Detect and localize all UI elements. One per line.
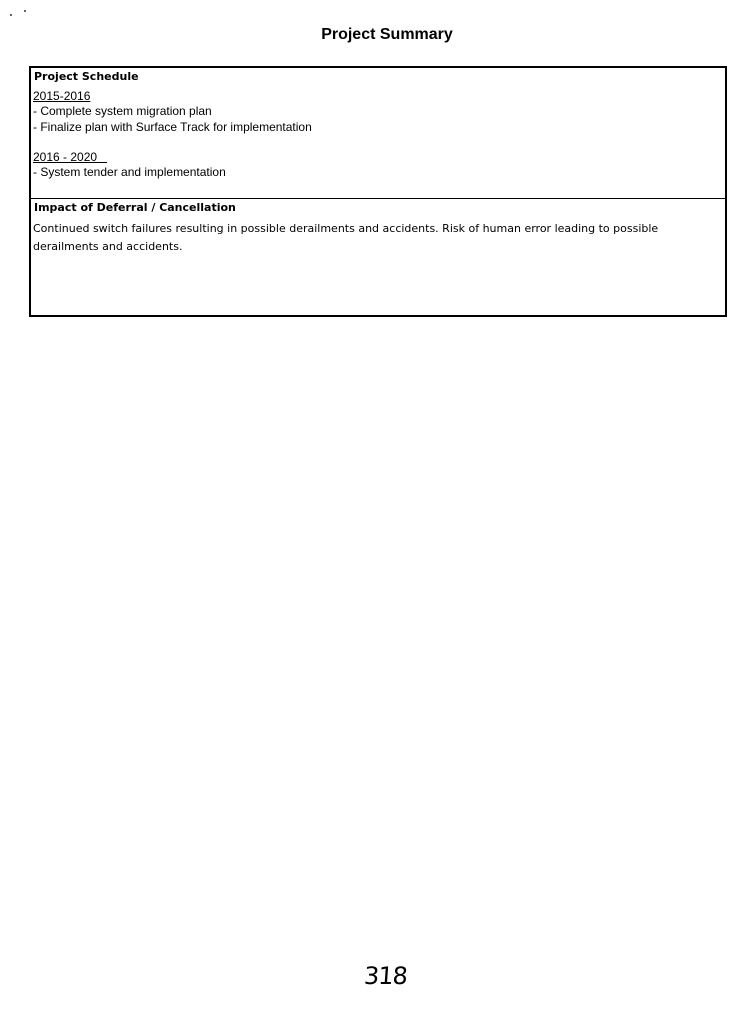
schedule-item: - Complete system migration plan	[33, 104, 212, 118]
schedule-period-1: 2015-2016	[33, 89, 91, 103]
schedule-item: - Finalize plan with Surface Track for implementation	[33, 120, 312, 134]
handwritten-page-number: 318	[363, 962, 408, 990]
schedule-period-2-text: 2016 - 2020	[33, 150, 98, 164]
schedule-item: - System tender and implementation	[33, 165, 226, 179]
page-title: Project Summary	[321, 26, 453, 43]
schedule-heading: Project Schedule	[34, 70, 139, 83]
impact-heading: Impact of Deferral / Cancellation	[34, 201, 236, 214]
impact-text: Continued switch failures resulting in possible derailments and accidents. Risk of human error leading to possible derailments and accidents.	[33, 222, 659, 253]
schedule-period-2	[33, 150, 107, 164]
project-summary-table	[29, 66, 727, 317]
scan-speck	[10, 14, 12, 16]
scan-speck	[24, 10, 26, 12]
section-divider	[31, 198, 725, 199]
